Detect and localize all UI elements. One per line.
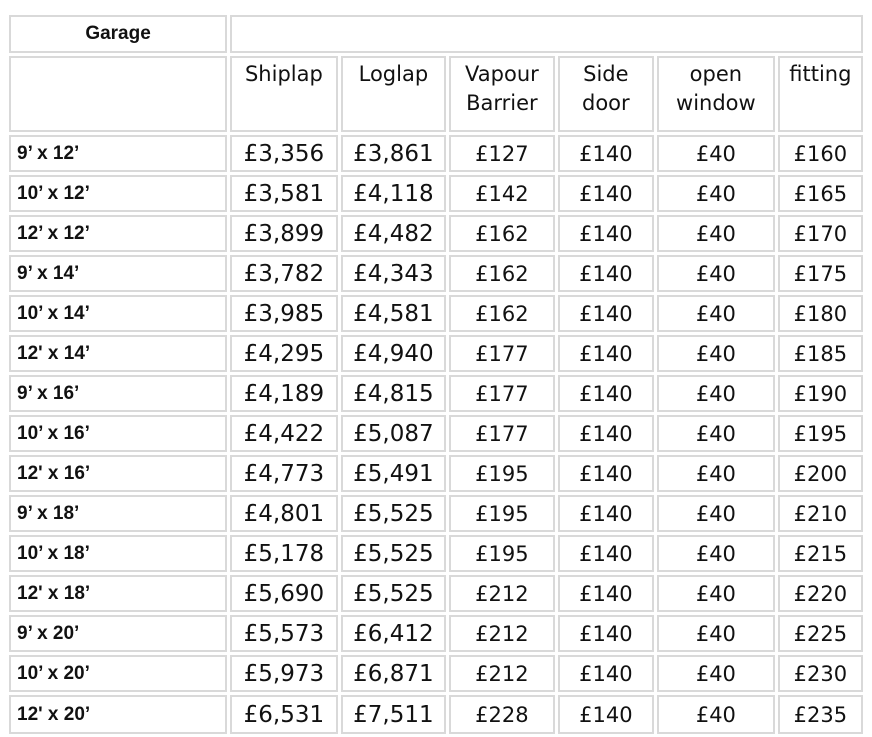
cell-side-door: £140	[558, 175, 654, 212]
cell-loglap: £3,861	[341, 135, 447, 172]
table-row	[9, 495, 863, 532]
cell-loglap: £5,525	[341, 495, 447, 532]
cell-size: 9’ x 12’	[9, 135, 227, 172]
cell-loglap: £4,118	[341, 175, 447, 212]
cell-loglap: £4,482	[341, 215, 447, 252]
cell-open-window: £40	[657, 575, 775, 612]
cell-loglap: £4,940	[341, 335, 447, 372]
cell-side-door: £140	[558, 415, 654, 452]
title-row	[9, 15, 863, 53]
cell-loglap: £5,491	[341, 455, 447, 492]
cell-open-window: £40	[657, 295, 775, 332]
cell-side-door: £140	[558, 255, 654, 292]
cell-size: 9’ x 16’	[9, 375, 227, 412]
cell-vapour-barrier: £162	[449, 215, 555, 252]
header-blank-cell	[9, 56, 227, 132]
cell-fitting: £160	[778, 135, 863, 172]
cell-fitting: £235	[778, 695, 863, 734]
cell-shiplap: £3,985	[230, 295, 338, 332]
cell-vapour-barrier: £177	[449, 375, 555, 412]
cell-loglap: £5,525	[341, 575, 447, 612]
cell-loglap: £5,525	[341, 535, 447, 572]
table-row	[9, 615, 863, 652]
cell-vapour-barrier: £195	[449, 495, 555, 532]
table-row	[9, 415, 863, 452]
cell-side-door: £140	[558, 375, 654, 412]
cell-side-door: £140	[558, 135, 654, 172]
table-row	[9, 455, 863, 492]
table-row	[9, 335, 863, 372]
cell-shiplap: £3,782	[230, 255, 338, 292]
garage-price-table	[6, 12, 866, 737]
garage-title-cell: Garage	[9, 15, 227, 53]
header-row	[9, 56, 863, 132]
cell-fitting: £185	[778, 335, 863, 372]
cell-shiplap: £5,973	[230, 655, 338, 692]
cell-side-door: £140	[558, 655, 654, 692]
cell-size: 12' x 14’	[9, 335, 227, 372]
cell-side-door: £140	[558, 615, 654, 652]
cell-fitting: £175	[778, 255, 863, 292]
cell-shiplap: £4,422	[230, 415, 338, 452]
cell-size: 10’ x 16’	[9, 415, 227, 452]
cell-size: 10’ x 14’	[9, 295, 227, 332]
cell-open-window: £40	[657, 255, 775, 292]
header-vapour-barrier: Vapour Barrier	[449, 56, 555, 132]
cell-side-door: £140	[558, 495, 654, 532]
cell-shiplap: £5,573	[230, 615, 338, 652]
table-row	[9, 175, 863, 212]
table-row	[9, 575, 863, 612]
cell-side-door: £140	[558, 295, 654, 332]
table-row	[9, 655, 863, 692]
header-fitting: fitting	[778, 56, 863, 132]
cell-vapour-barrier: £195	[449, 535, 555, 572]
cell-vapour-barrier: £228	[449, 695, 555, 734]
cell-size: 9’ x 20’	[9, 615, 227, 652]
header-side-door: Side door	[558, 56, 654, 132]
cell-shiplap: £3,581	[230, 175, 338, 212]
table-row	[9, 295, 863, 332]
cell-open-window: £40	[657, 655, 775, 692]
cell-fitting: £180	[778, 295, 863, 332]
cell-vapour-barrier: £212	[449, 575, 555, 612]
cell-size: 12' x 16’	[9, 455, 227, 492]
cell-shiplap: £6,531	[230, 695, 338, 734]
cell-fitting: £190	[778, 375, 863, 412]
cell-open-window: £40	[657, 495, 775, 532]
cell-shiplap: £4,773	[230, 455, 338, 492]
cell-loglap: £7,511	[341, 695, 447, 734]
table-row	[9, 135, 863, 172]
cell-open-window: £40	[657, 335, 775, 372]
cell-shiplap: £5,690	[230, 575, 338, 612]
cell-fitting: £200	[778, 455, 863, 492]
title-blank-cell	[230, 15, 863, 53]
cell-open-window: £40	[657, 215, 775, 252]
cell-side-door: £140	[558, 535, 654, 572]
cell-fitting: £170	[778, 215, 863, 252]
cell-loglap: £5,087	[341, 415, 447, 452]
cell-vapour-barrier: £127	[449, 135, 555, 172]
cell-shiplap: £4,801	[230, 495, 338, 532]
cell-side-door: £140	[558, 695, 654, 734]
cell-side-door: £140	[558, 215, 654, 252]
cell-shiplap: £3,899	[230, 215, 338, 252]
cell-size: 12' x 20’	[9, 695, 227, 734]
table-row	[9, 375, 863, 412]
table-row	[9, 255, 863, 292]
cell-size: 12’ x 12’	[9, 215, 227, 252]
cell-vapour-barrier: £212	[449, 655, 555, 692]
cell-vapour-barrier: £212	[449, 615, 555, 652]
cell-vapour-barrier: £177	[449, 415, 555, 452]
cell-shiplap: £4,189	[230, 375, 338, 412]
cell-side-door: £140	[558, 335, 654, 372]
cell-vapour-barrier: £142	[449, 175, 555, 212]
cell-open-window: £40	[657, 535, 775, 572]
cell-fitting: £230	[778, 655, 863, 692]
table-row	[9, 695, 863, 734]
cell-loglap: £4,343	[341, 255, 447, 292]
cell-size: 9’ x 14’	[9, 255, 227, 292]
cell-shiplap: £4,295	[230, 335, 338, 372]
cell-shiplap: £5,178	[230, 535, 338, 572]
cell-open-window: £40	[657, 175, 775, 212]
cell-size: 10’ x 12’	[9, 175, 227, 212]
header-shiplap: Shiplap	[230, 56, 338, 132]
cell-open-window: £40	[657, 415, 775, 452]
cell-loglap: £4,581	[341, 295, 447, 332]
table-row	[9, 535, 863, 572]
cell-vapour-barrier: £195	[449, 455, 555, 492]
cell-size: 9’ x 18’	[9, 495, 227, 532]
cell-open-window: £40	[657, 695, 775, 734]
cell-open-window: £40	[657, 135, 775, 172]
cell-open-window: £40	[657, 615, 775, 652]
cell-side-door: £140	[558, 455, 654, 492]
cell-size: 10’ x 18’	[9, 535, 227, 572]
cell-loglap: £6,871	[341, 655, 447, 692]
cell-loglap: £4,815	[341, 375, 447, 412]
cell-vapour-barrier: £162	[449, 255, 555, 292]
cell-fitting: £165	[778, 175, 863, 212]
cell-shiplap: £3,356	[230, 135, 338, 172]
cell-fitting: £210	[778, 495, 863, 532]
cell-size: 12' x 18’	[9, 575, 227, 612]
header-loglap: Loglap	[341, 56, 447, 132]
cell-size: 10’ x 20’	[9, 655, 227, 692]
cell-open-window: £40	[657, 455, 775, 492]
cell-vapour-barrier: £177	[449, 335, 555, 372]
cell-side-door: £140	[558, 575, 654, 612]
cell-loglap: £6,412	[341, 615, 447, 652]
cell-fitting: £195	[778, 415, 863, 452]
cell-fitting: £215	[778, 535, 863, 572]
table-row	[9, 215, 863, 252]
cell-open-window: £40	[657, 375, 775, 412]
cell-fitting: £220	[778, 575, 863, 612]
cell-fitting: £225	[778, 615, 863, 652]
header-open-window: open window	[657, 56, 775, 132]
cell-vapour-barrier: £162	[449, 295, 555, 332]
